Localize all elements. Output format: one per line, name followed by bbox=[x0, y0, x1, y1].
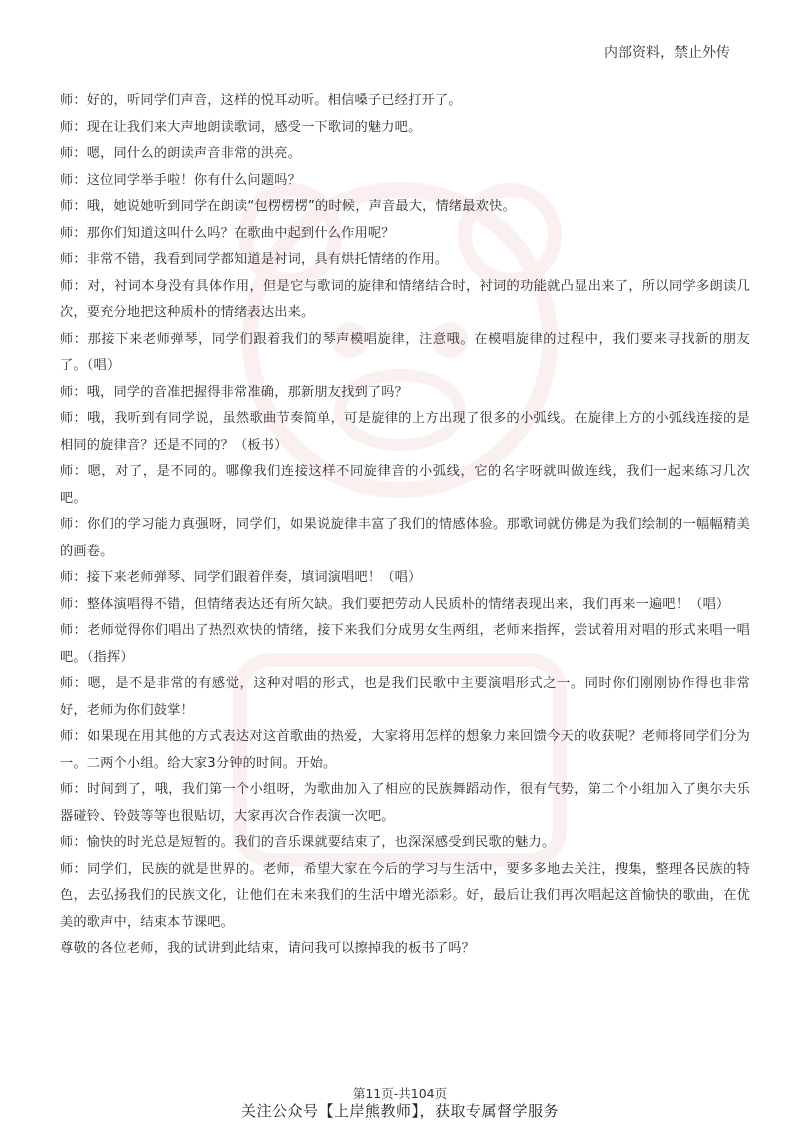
paragraph: 尊敬的各位老师，我的试讲到此结束，请问我可以擦掉我的板书了吗？ bbox=[60, 941, 476, 956]
paragraph: 师：接下来老师弹琴、同学们跟着伴奏，填词演唱吧！（唱） bbox=[60, 570, 422, 585]
paragraph: 师：如果现在用其他的方式表达对这首歌曲的热爱，大家将用怎样的想象力来回馈今天的收获呢？老师将同学们分为一。二两个小组。给大家3分钟的时间。开始。 bbox=[60, 729, 750, 771]
paragraph: 师：哦，同学的音准把握得非常准确，那新朋友找到了吗？ bbox=[60, 384, 409, 400]
paragraph: 师：老师觉得你们唱出了热烈欢快的情绪，接下来我们分成男女生两组，老师来指挥，尝试着用对唱的形式来唱一唱吧。（指挥） bbox=[60, 623, 750, 665]
paragraph: 师：愉快的时光总是短暂的。我们的音乐课就要结束了，也深深感受到民歌的魅力。 bbox=[60, 835, 556, 850]
page-indicator: 第11页-共104页 bbox=[352, 1086, 448, 1101]
paragraph: 师：嗯，对了，是不同的。哪像我们连接这样不同旋律音的小弧线，它的名字呀就叫做连线，我们一起来练习几次吧。 bbox=[60, 464, 750, 506]
paragraph: 师：时间到了，哦，我们第一个小组呀，为歌曲加入了相应的民族舞蹈动作，很有气势，第二个小组加入了奥尔夫乐器碰铃、铃鼓等等也很贴切，大家再次合作表演一次吧。 bbox=[60, 782, 750, 824]
paragraph: 师：你们的学习能力真强呀，同学们，如果说旋律丰富了我们的情感体验。那歌词就仿佛是为我们绘制的一幅幅精美的画卷。 bbox=[60, 517, 750, 559]
paragraph: 师：好的，听同学们声音，这样的悦耳动听。相信嗓子已经打开了。 bbox=[60, 93, 462, 108]
paragraph: 师：同学们，民族的就是世界的。老师，希望大家在今后的学习与生活中，要多多地去关注，搜集，整理各民族的特色，去弘扬我们的民族文化，让他们在未来我们的生活中增光添彩。好，最后让我们再次唱起这首愉快的歌曲，在优美的歌声中，结束本节课吧。 bbox=[60, 861, 750, 930]
paragraph: 师：哦，我听到有同学说，虽然歌曲节奏简单，可是旋律的上方出现了很多的小弧线。在旋律上方的小弧线连接的是相同的旋律音？还是不同的？（板书） bbox=[60, 411, 750, 453]
paragraph: 师：嗯，同什么的朗读声音非常的洪亮。 bbox=[60, 146, 301, 161]
paragraph: 师：对，衬词本身没有具体作用，但是它与歌词的旋律和情绪结合时，衬词的功能就凸显出来了，所以同学多朗读几次，要充分地把这种质朴的情绪表达出来。 bbox=[60, 278, 750, 320]
paragraph: 师：整体演唱得不错，但情绪表达还有所欠缺。我们要把劳动人民质朴的情绪表现出来，我们再来一遍吧！（唱） bbox=[60, 596, 730, 612]
paragraph: 师：那你们知道这叫什么吗？在歌曲中起到什么作用呢？ bbox=[60, 225, 395, 241]
header-note: 内部资料，禁止外传 bbox=[604, 45, 730, 61]
paragraph: 师：那接下来老师弹琴，同学们跟着我们的琴声模唱旋律，注意哦。在模唱旋律的过程中，我们要来寻找新的朋友了。（唱） bbox=[60, 331, 750, 373]
paragraph: 师：嗯，是不是非常的有感觉，这种对唱的形式，也是我们民歌中主要演唱形式之一。同时你们刚刚协作得也非常好，老师为你们鼓掌！ bbox=[60, 676, 750, 718]
paragraph: 师：这位同学举手啦！你有什么问题吗？ bbox=[60, 172, 301, 188]
footer-promo: 关注公众号【上岸熊教师】，获取专属督学服务 bbox=[240, 1102, 559, 1120]
paragraph: 师：非常不错，我看到同学都知道是衬词，具有烘托情绪的作用。 bbox=[60, 252, 449, 267]
paragraph: 师：哦，她说她听到同学在朗读“包楞楞楞”的时候，声音最大，情绪最欢快。 bbox=[60, 199, 516, 214]
document-body bbox=[60, 88, 750, 963]
paragraph: 师：现在让我们来大声地朗读歌词，感受一下歌词的魅力吧。 bbox=[60, 119, 422, 135]
